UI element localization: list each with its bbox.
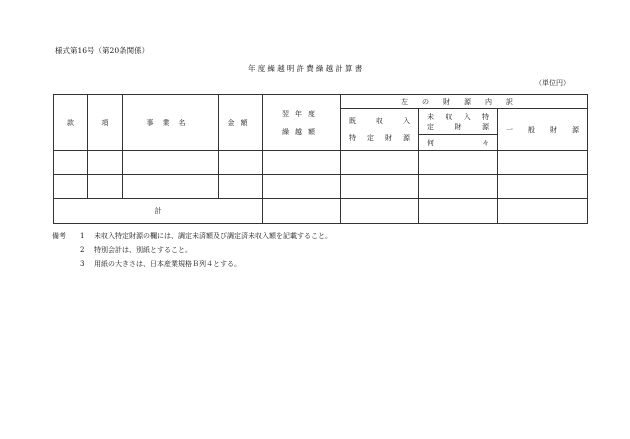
header-zaigen-group: 左の財源内訳 <box>341 95 588 109</box>
header-kou: 項 <box>88 95 123 151</box>
header-kishuu-line1: 既収入 <box>349 117 410 125</box>
document-title: 年度繰越明許費繰越計算書 <box>248 64 365 73</box>
unit-label: （単位円） <box>535 79 570 87</box>
header-ippan: 一般財源 <box>498 109 588 151</box>
note-number: 2 <box>80 246 85 254</box>
note-text: 用紙の大きさは、日本産業規格Ｂ列４とする。 <box>94 260 241 268</box>
header-kishuu-line2: 特定財源 <box>349 134 410 142</box>
note-text: 特別会計は、別紙とすること。 <box>94 246 192 254</box>
total-label: 計 <box>54 199 263 224</box>
notes-section <box>52 229 332 271</box>
table-row <box>54 151 588 175</box>
carryover-table <box>53 94 588 224</box>
note-text: 未収入特定財源の欄には、調定未済額及び調定済未収入額を記載すること。 <box>94 232 332 240</box>
header-yokunendo <box>263 95 341 151</box>
total-row <box>54 199 588 224</box>
form-number-label: 様式第16号（第20条関係） <box>55 46 150 55</box>
header-kan: 款 <box>54 95 88 151</box>
note-number: 1 <box>80 232 85 240</box>
note-item <box>52 243 332 257</box>
header-nani: 何 <box>427 138 434 147</box>
header-kingaku: 金額 <box>219 95 263 151</box>
note-number: 3 <box>80 260 85 268</box>
header-mishuu-line2: 定財源 <box>427 122 489 131</box>
header-kishuu <box>341 109 419 151</box>
note-item <box>52 257 332 271</box>
note-item <box>52 229 332 243</box>
table-row <box>54 175 588 199</box>
header-mishuu-line1: 未収入特 <box>427 112 489 121</box>
header-nani-kurikaeshi <box>419 135 498 151</box>
notes-lead: 備考 <box>52 232 66 240</box>
header-mishuu <box>419 109 498 135</box>
header-yokunendo-line2: 繰越額 <box>282 127 321 136</box>
header-yokunendo-line1: 翌年度 <box>282 109 321 118</box>
header-jigyou: 事業名 <box>123 95 219 151</box>
header-kurikaeshi: 々 <box>482 138 489 147</box>
